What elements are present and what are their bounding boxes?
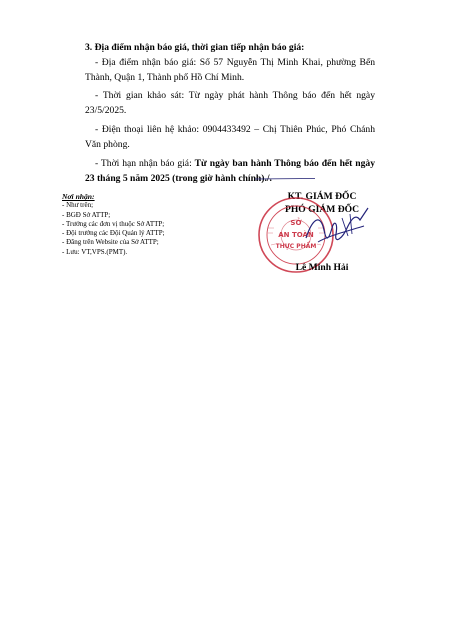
stamp-text-top: SỞ (290, 219, 302, 227)
stamp-text-mid: AN TOÀN (278, 231, 314, 239)
deadline-prefix: - Thời hạn nhận báo giá: (95, 158, 195, 169)
stamp-text-bottom: THỰC PHẨM (275, 243, 317, 250)
signature-line-1: KT. GIÁM ĐỐC (287, 191, 357, 202)
deadline-bold: Từ ngày ban hành Thông báo đến hết ngày 23 tháng 5 năm 2025 (trong giờ hành chính)./. (85, 158, 375, 184)
paragraph-contact-phone: - Điện thoại liên hệ khảo: 0904433492 – Chị Thiên Phúc, Phó Chánh Văn phòng. (85, 124, 375, 150)
signature-line-2: PHÓ GIÁM ĐỐC (284, 204, 360, 215)
handwritten-underline (85, 177, 375, 181)
recipient-item: - Đội trưởng các Đội Quản lý ATTP; (62, 229, 165, 238)
signer-name: Lê Minh Hải (295, 262, 349, 273)
paragraph-survey-time: - Thời gian khảo sát: Từ ngày phát hành Thông báo đến hết ngày 23/5/2025. (85, 90, 375, 116)
recipient-item: - Trưởng các đơn vị thuộc Sở ATTP; (62, 219, 165, 228)
paragraph-deadline (85, 156, 375, 186)
handwritten-signature (298, 200, 378, 255)
section-heading: 3. Địa điểm nhận báo giá, thời gian tiếp nhận báo giá: (85, 42, 305, 53)
recipient-item: - Đăng trên Website của Sở ATTP; (62, 238, 159, 247)
paragraph-address: - Địa điểm nhận báo giá: Số 57 Nguyễn Thị Minh Khai, phường Bến Thành, Quận 1, Thành phố Hồ Chí Minh. (85, 57, 375, 83)
recipients-block (62, 192, 232, 257)
recipient-item: - Như trên; (62, 201, 94, 210)
recipient-item: - BGĐ Sở ATTP; (62, 210, 111, 219)
recipients-title: Nơi nhận: (62, 192, 95, 201)
recipient-item: - Lưu: VT,VPS.(PMT). (62, 247, 128, 256)
